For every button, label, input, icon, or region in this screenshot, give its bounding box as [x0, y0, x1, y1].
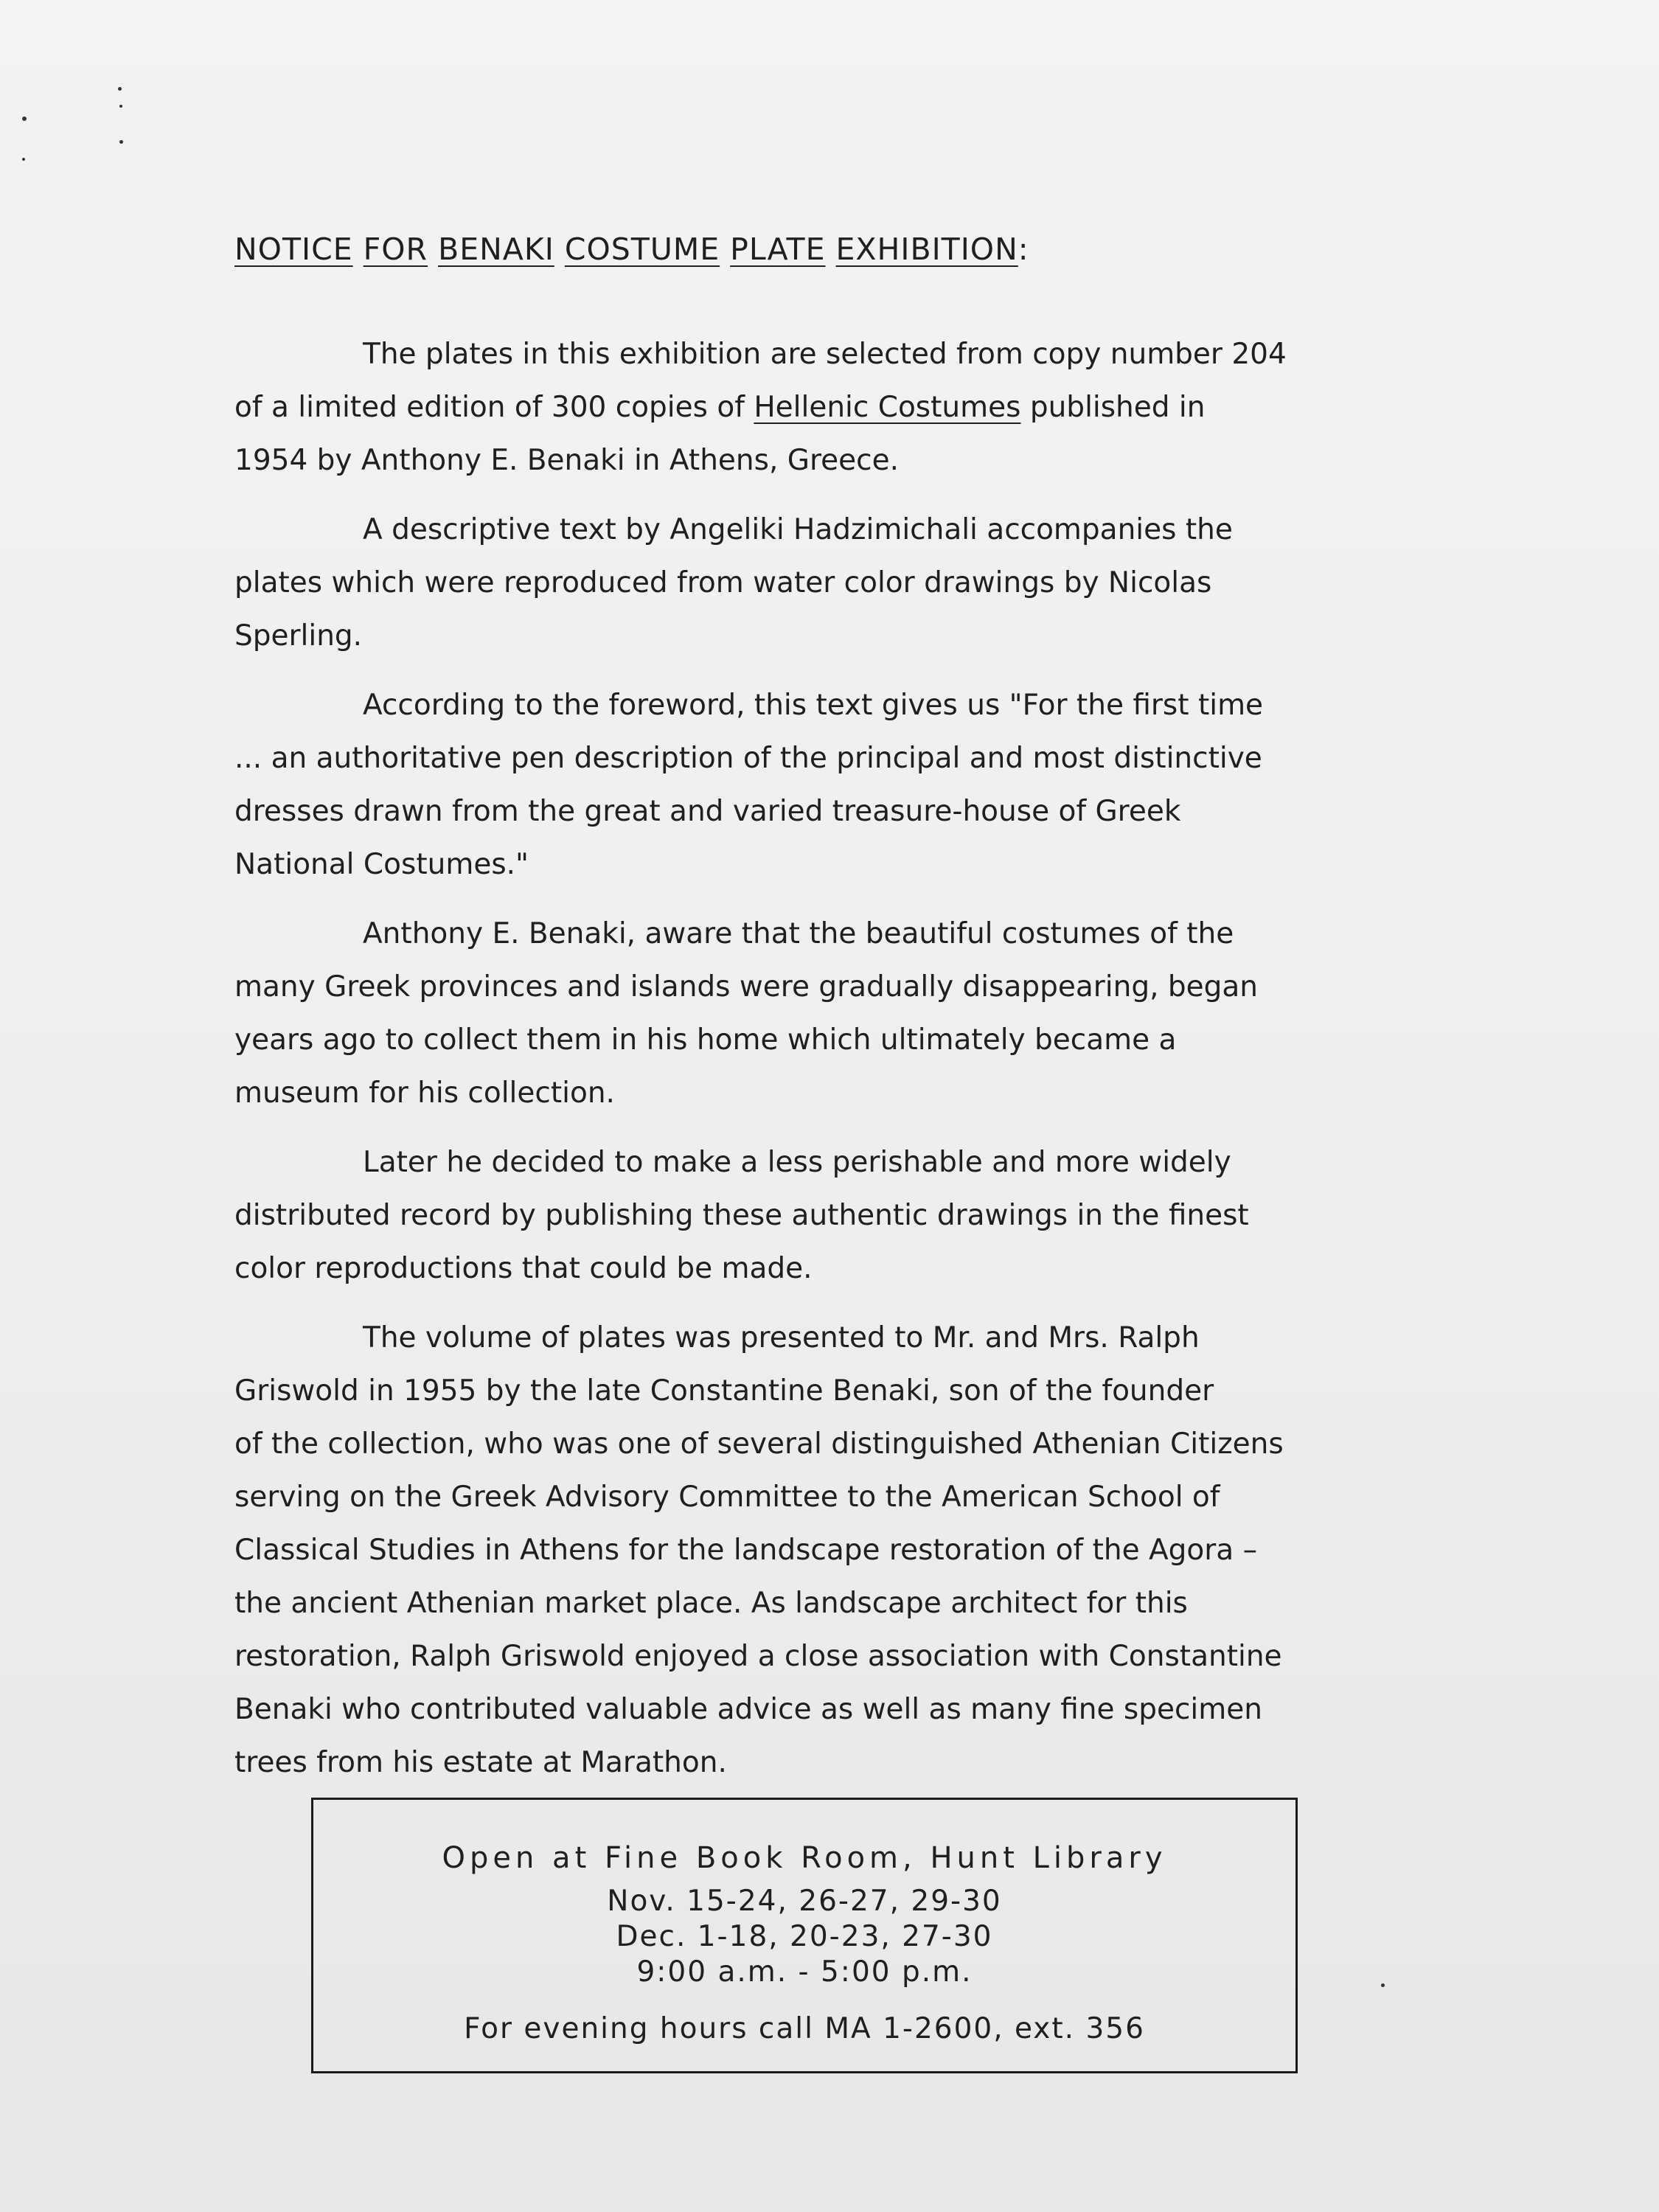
evening-hours-phone: For evening hours call MA 1-2600, ext. 356	[464, 2012, 1145, 2045]
title-colon: :	[1018, 232, 1029, 267]
title-word: FOR	[363, 232, 428, 267]
scan-speck	[119, 105, 122, 108]
hours-schedule	[313, 1884, 1295, 1990]
text-segment: of a limited edition of 300 copies of	[234, 391, 754, 424]
text-line: museum for his collection.	[234, 1077, 615, 1110]
text-line: Griswold in 1955 by the late Constantine Benaki, son of the founder	[234, 1374, 1214, 1408]
text-line: distributed record by publishing these authentic drawings in the finest	[234, 1199, 1249, 1232]
paragraph	[234, 908, 1532, 1120]
title-word: COSTUME	[564, 232, 720, 267]
text-line: color reproductions that could be made.	[234, 1252, 813, 1285]
text-line: years ago to collect them in his home which ultimately became a	[234, 1023, 1177, 1057]
text-line: serving on the Greek Advisory Committee to the American School of	[234, 1481, 1220, 1514]
hours-box	[311, 1798, 1298, 2073]
text-line: Later he decided to make a less perishable and more widely	[363, 1146, 1231, 1179]
scan-speck	[22, 158, 25, 161]
title-word: PLATE	[730, 232, 826, 267]
hours-line-time: 9:00 a.m. - 5:00 p.m.	[636, 1955, 973, 1989]
text-line: According to the foreword, this text gives us "For the first time	[363, 689, 1264, 722]
text-line: A descriptive text by Angeliki Hadzimichali accompanies the	[363, 513, 1233, 546]
book-title: Hellenic Costumes	[754, 391, 1021, 424]
hours-location: Open at Fine Book Room, Hunt Library	[442, 1841, 1167, 1875]
notice-title	[234, 232, 1029, 267]
text-line: Classical Studies in Athens for the landscape restoration of the Agora –	[234, 1534, 1258, 1567]
notice-body	[234, 328, 1532, 1806]
text-line: Anthony E. Benaki, aware that the beautiful costumes of the	[363, 917, 1234, 950]
scan-speck	[22, 116, 27, 121]
text-line: of the collection, who was one of several distinguished Athenian Citizens	[234, 1427, 1284, 1461]
text-line: Benaki who contributed valuable advice as well as many fine specimen	[234, 1693, 1262, 1726]
paragraph	[234, 679, 1532, 891]
title-word: NOTICE	[234, 232, 353, 267]
text-line: restoration, Ralph Griswold enjoyed a close association with Constantine	[234, 1640, 1282, 1673]
paragraph	[234, 1136, 1532, 1295]
hours-line-november: Nov. 15-24, 26-27, 29-30	[607, 1885, 1002, 1918]
text-line: many Greek provinces and islands were gradually disappearing, began	[234, 970, 1259, 1004]
text-segment: published in	[1020, 391, 1206, 424]
text-line: The plates in this exhibition are selected from copy number 204	[363, 338, 1287, 371]
paragraph	[234, 328, 1532, 487]
paragraph	[234, 504, 1532, 663]
scan-speck	[118, 87, 122, 91]
scan-speck	[1381, 1983, 1385, 1987]
text-line	[234, 381, 1532, 434]
text-line: The volume of plates was presented to Mr. and Mrs. Ralph	[363, 1321, 1200, 1354]
text-line: plates which were reproduced from water color drawings by Nicolas	[234, 566, 1212, 599]
hours-line-december: Dec. 1-18, 20-23, 27-30	[616, 1920, 993, 1953]
text-line: ... an authoritative pen description of the principal and most distinctive	[234, 742, 1262, 775]
paragraph	[234, 1312, 1532, 1790]
title-word: EXHIBITION	[835, 232, 1018, 267]
title-word: BENAKI	[438, 232, 554, 267]
text-line: dresses drawn from the great and varied treasure-house of Greek	[234, 795, 1181, 828]
text-line: National Costumes."	[234, 848, 529, 881]
scan-speck	[119, 140, 123, 144]
text-line: 1954 by Anthony E. Benaki in Athens, Greece.	[234, 444, 899, 477]
text-line: the ancient Athenian market place. As landscape architect for this	[234, 1587, 1188, 1620]
text-line: trees from his estate at Marathon.	[234, 1746, 727, 1779]
text-line: Sperling.	[234, 619, 363, 653]
